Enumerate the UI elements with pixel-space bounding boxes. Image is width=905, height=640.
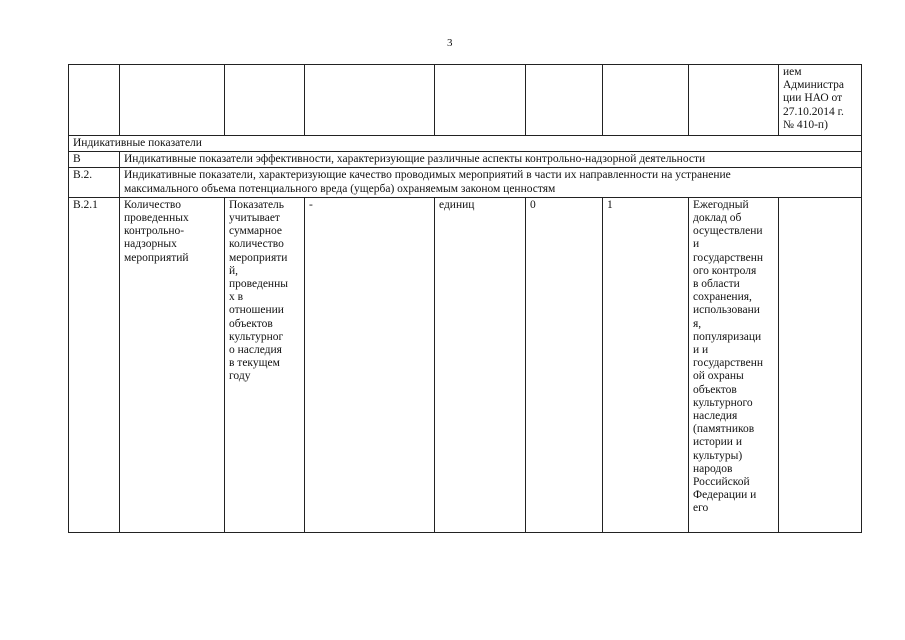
- text-line: отношении: [229, 304, 284, 317]
- table-cell: [689, 65, 779, 136]
- text-line: 27.10.2014 г.: [783, 105, 844, 118]
- text-line: я,: [693, 317, 702, 330]
- text-line: в текущем: [229, 357, 280, 370]
- source-cell: [689, 197, 779, 532]
- text-line: истории и: [693, 436, 742, 449]
- table-cell: [225, 65, 305, 136]
- text-line: культуры): [693, 449, 743, 462]
- text-line: культурног: [229, 330, 284, 343]
- text-line: в области: [693, 278, 740, 291]
- text-line: Показатель: [229, 198, 285, 211]
- table-row-b21: [69, 197, 862, 532]
- row-title: Индикативные показатели эффективности, характеризующие различные аспекты контрольно-надзорной деятельности: [120, 152, 862, 168]
- text-line: (памятников: [693, 423, 755, 436]
- text-line: и: [693, 238, 700, 251]
- text-line: и и: [693, 344, 709, 357]
- text-line: й,: [229, 264, 239, 277]
- text-line: максимального объема потенциального вреда (ущерба) охраняемым законом ценностям: [124, 182, 556, 195]
- table-cell: [779, 197, 862, 532]
- text-line: суммарное: [229, 225, 283, 238]
- text-line: сохранения,: [693, 291, 752, 304]
- row-title: [120, 168, 862, 197]
- table-row-b2: [69, 168, 862, 197]
- text-line: Индикативные показатели, характеризующие качество проводимых мероприятий в части их направленности на устранение: [124, 169, 731, 182]
- table-cell: [603, 65, 689, 136]
- text-line: использовани: [693, 304, 760, 317]
- text-line: его: [693, 502, 709, 515]
- text-line: государственн: [693, 251, 764, 264]
- text-line: объектов: [693, 383, 737, 396]
- text-line: проведенны: [229, 278, 288, 291]
- text-line: о наследия: [229, 344, 282, 357]
- text-line: наследия: [693, 410, 738, 423]
- table-row-top: [69, 65, 862, 136]
- row-code: B.2.1: [69, 197, 120, 532]
- text-line: Федерации и: [693, 489, 757, 502]
- text-line: проведенных: [124, 212, 189, 225]
- section-header: Индикативные показатели: [69, 136, 862, 152]
- text-line: № 410-п): [783, 118, 828, 131]
- text-line: объектов: [229, 317, 273, 330]
- text-line: мероприятий: [124, 251, 189, 264]
- table-row-b: [69, 152, 862, 168]
- formula-cell: -: [305, 197, 435, 532]
- table-cell: [526, 65, 603, 136]
- text-line: Администра: [783, 79, 845, 92]
- value-cell-1: 0: [526, 197, 603, 532]
- text-line: доклад об: [693, 212, 742, 225]
- text-line: ой охраны: [693, 370, 744, 383]
- text-line: году: [229, 370, 251, 383]
- text-line: мероприяти: [229, 251, 288, 264]
- indicators-table: [68, 64, 862, 533]
- text-line: Ежегодный: [693, 198, 749, 211]
- section-header-row: [69, 136, 862, 152]
- row-code: B: [69, 152, 120, 168]
- text-line: ого контроля: [693, 264, 757, 277]
- text-line: контрольно-: [124, 225, 185, 238]
- text-line: осуществлени: [693, 225, 763, 238]
- row-code: B.2.: [69, 168, 120, 197]
- basis-cell: [779, 65, 862, 136]
- text-line: ием: [783, 66, 802, 78]
- text-line: учитывает: [229, 212, 280, 225]
- table-cell: [120, 65, 225, 136]
- text-line: надзорных: [124, 238, 177, 251]
- page-number: 3: [447, 37, 453, 49]
- indicator-name: [120, 197, 225, 532]
- indicator-description: [225, 197, 305, 532]
- text-line: государственн: [693, 357, 764, 370]
- text-line: х в: [229, 291, 244, 304]
- text-line: ции НАО от: [783, 92, 843, 105]
- unit-cell: единиц: [435, 197, 526, 532]
- text-line: популяризаци: [693, 330, 762, 343]
- table-cell: [435, 65, 526, 136]
- text-line: количество: [229, 238, 284, 251]
- text-line: Российской: [693, 476, 750, 489]
- table-cell: [305, 65, 435, 136]
- text-line: народов: [693, 462, 733, 475]
- text-line: Количество: [124, 198, 181, 211]
- table-cell: [69, 65, 120, 136]
- value-cell-2: 1: [603, 197, 689, 532]
- text-line: культурного: [693, 396, 753, 409]
